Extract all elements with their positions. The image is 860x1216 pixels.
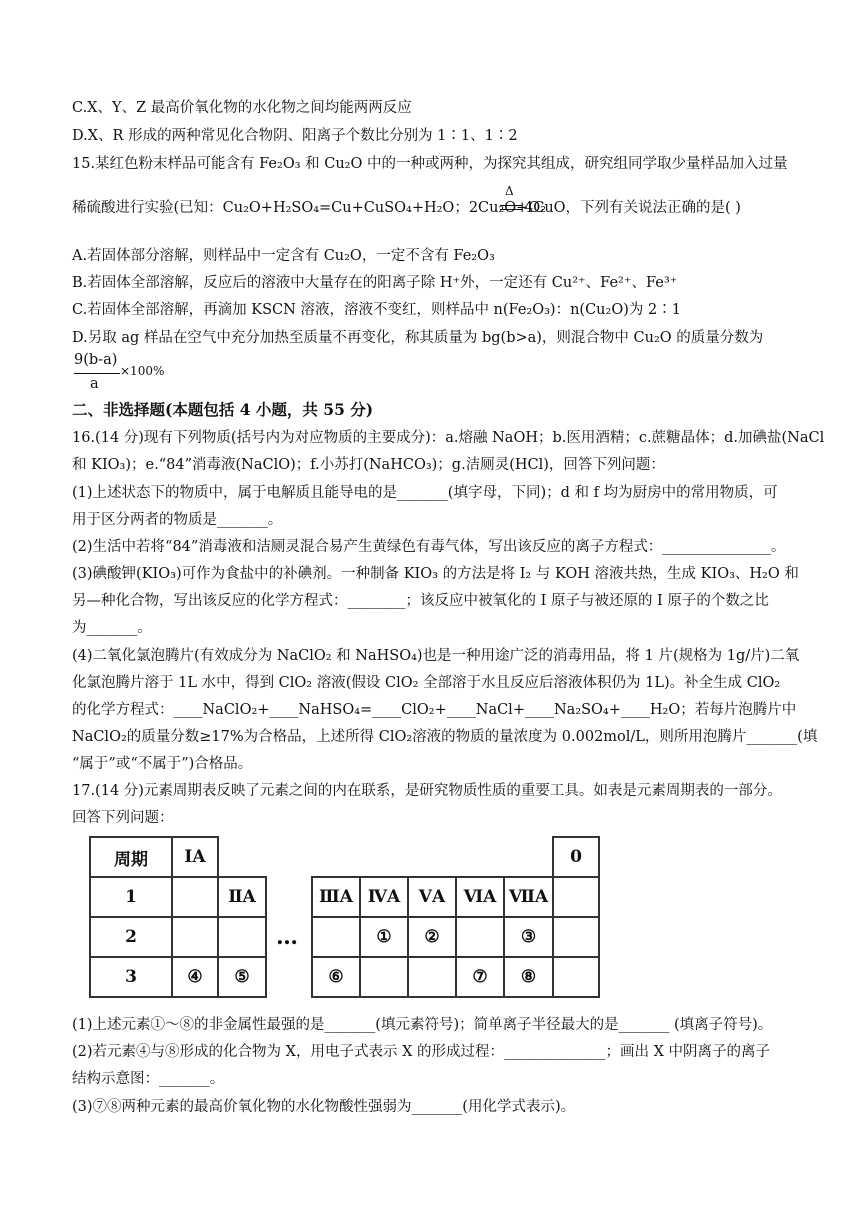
group-13-header: ⅢA bbox=[311, 876, 361, 918]
q16-part4-cont: 化氯泡腾片溶于 1L 水中，得到 ClO₂ 溶液(假设 ClO₂ 全部溶于水且反应后溶液体积仍为 1L)。补全生成 ClO₂ bbox=[72, 675, 781, 691]
q17-part1: (1)上述元素①～⑧的非金属性最强的是_______(填元素符号)；简单离子半径最大的是_______ (填离子符号)。 bbox=[72, 1017, 773, 1033]
question-16-stem-cont: 和 KIO₃)；e.“84”消毒液(NaClO)；f.小苏打(NaHCO₃)；g.洁厕灵(HCl)，回答下列问题： bbox=[72, 457, 665, 473]
section-heading: 二、非选择题(本题包括 4 小题，共 55 分) bbox=[72, 400, 374, 419]
ellipsis-gap: … bbox=[276, 924, 298, 950]
option-b-q15: B.若固体全部溶解，反应后的溶液中大量存在的阳离子除 H⁺外，一定还有 Cu²⁺、Fe²⁺、Fe³⁺ bbox=[72, 275, 678, 291]
cell-p1-g0 bbox=[552, 876, 600, 918]
group-17-header: ⅦA bbox=[503, 876, 554, 918]
fraction-bar bbox=[74, 373, 120, 374]
cell-p1-g1 bbox=[171, 876, 219, 918]
q17-part2-cont: 结构示意图：_______。 bbox=[72, 1071, 225, 1087]
element-3: ③ bbox=[503, 916, 554, 958]
q16-part4: (4)二氧化氯泡腾片(有效成分为 NaClO₂ 和 NaHSO₄)也是一种用途广泛的消毒用品，将 1 片(规格为 1g/片)二氧 bbox=[72, 648, 800, 664]
period-3-label: 3 bbox=[89, 956, 173, 998]
cell-p2-g16 bbox=[455, 916, 505, 958]
element-7: ⑦ bbox=[455, 956, 505, 998]
element-4: ④ bbox=[171, 956, 219, 998]
question-17-stem-cont: 回答下列问题： bbox=[72, 810, 174, 826]
element-6: ⑥ bbox=[311, 956, 361, 998]
option-d-q15: D.另取 ag 样品在空气中充分加热至质量不再变化，称其质量为 bg(b>a)，则混合物中 Cu₂O 的质量分数为 bbox=[72, 330, 764, 346]
question-15-stem: 15.某红色粉末样品可能含有 Fe₂O₃ 和 Cu₂O 中的一种或两种，为探究其组成，研究组同学取少量样品加入过量 bbox=[72, 156, 788, 172]
cell-p3-g14 bbox=[359, 956, 409, 998]
q17-part3: (3)⑦⑧两种元素的最高价氧化物的水化物酸性强弱为_______(用化学式表示)。 bbox=[72, 1099, 576, 1115]
element-1: ① bbox=[359, 916, 409, 958]
question-17-stem: 17.(14 分)元素周期表反映了元素之间的内在联系，是研究物质性质的重要工具。如表是元素周期表的一部分。 bbox=[72, 783, 782, 799]
cell-p3-g15 bbox=[407, 956, 457, 998]
q16-part4-cont2: NaClO₂的质量分数≥17%为合格品，上述所得 ClO₂溶液的物质的量浓度为 0.002mol/L，则所用泡腾片_______(填 bbox=[72, 729, 818, 745]
q17-part2: (2)若元素④与⑧形成的化合物为 X，用电子式表示 X 的形成过程：______________；画出 X 中阴离子的离子 bbox=[72, 1044, 771, 1060]
group-2-header: ⅡA bbox=[217, 876, 267, 918]
option-c-q15: C.若固体全部溶解，再滴加 KSCN 溶液，溶液不变红，则样品中 n(Fe₂O₃)：n(Cu₂O)为 2∶1 bbox=[72, 302, 681, 318]
element-2: ② bbox=[407, 916, 457, 958]
q16-part1: (1)上述状态下的物质中，属于电解质且能导电的是_______(填字母，下同)；d 和 f 均为厨房中的常用物质，可 bbox=[72, 485, 778, 501]
fraction-percent: ×100% bbox=[120, 364, 165, 378]
element-8: ⑧ bbox=[503, 956, 554, 998]
fraction-denominator: a bbox=[90, 376, 99, 392]
q16-part3-cont2: 为_______。 bbox=[72, 620, 152, 636]
option-a-q15: A.若固体部分溶解，则样品中一定含有 Cu₂O，一定不含有 Fe₂O₃ bbox=[72, 248, 495, 264]
element-5: ⑤ bbox=[217, 956, 267, 998]
cell-p2-g2 bbox=[217, 916, 267, 958]
fraction-numerator: 9(b-a) bbox=[74, 352, 118, 368]
q16-part3: (3)碘酸钾(KIO₃)可作为食盐中的补碘剂。一种制备 KIO₃ 的方法是将 I₂ 与 KOH 溶液共热，生成 KIO₃、H₂O 和 bbox=[72, 566, 799, 582]
group-14-header: ⅣA bbox=[359, 876, 409, 918]
period-1-label: 1 bbox=[89, 876, 173, 918]
group-15-header: ⅤA bbox=[407, 876, 457, 918]
question-15-equation-part1: 稀硫酸进行实验(已知：Cu₂O+H₂SO₄=Cu+CuSO₄+H₂O；2Cu₂O+O₂ bbox=[72, 200, 547, 216]
cell-p2-g1 bbox=[171, 916, 219, 958]
group-1-header: ⅠA bbox=[171, 836, 219, 878]
q16-part2: (2)生活中若将“84”消毒液和洁厕灵混合易产生黄绿色有毒气体，写出该反应的离子方程式：_______________。 bbox=[72, 539, 786, 555]
period-2-label: 2 bbox=[89, 916, 173, 958]
cell-p2-g0 bbox=[552, 916, 600, 958]
period-header-cell: 周期 bbox=[89, 836, 173, 878]
q16-part4-cont3: “属于”或“不属于”)合格品。 bbox=[72, 756, 253, 772]
group-0-header: 0 bbox=[552, 836, 600, 878]
cell-p3-g0 bbox=[552, 956, 600, 998]
option-c-q14: C.X、Y、Z 最高价氧化物的水化物之间均能两两反应 bbox=[72, 100, 412, 116]
cell-p2-g13 bbox=[311, 916, 361, 958]
group-16-header: ⅥA bbox=[455, 876, 505, 918]
question-16-stem: 16.(14 分)现有下列物质(括号内为对应物质的主要成分)：a.熔融 NaOH；b.医用酒精；c.蔗糖晶体；d.加碘盐(NaCl bbox=[72, 430, 825, 446]
q16-part4-equation: 的化学方程式：____NaClO₂+____NaHSO₄=____ClO₂+____NaCl+____Na₂SO₄+____H₂O；若每片泡腾片中 bbox=[72, 702, 797, 718]
option-d-q14: D.X、R 形成的两种常见化合物阴、阳离子个数比分别为 1∶1、1∶2 bbox=[72, 128, 518, 144]
q16-part1-cont: 用于区分两者的物质是_______。 bbox=[72, 512, 283, 528]
heating-delta-symbol: Δ bbox=[505, 184, 514, 198]
q16-part3-cont: 另—种化合物，写出该反应的化学方程式：________；该反应中被氧化的 I 原子与被还原的 I 原子的个数之比 bbox=[72, 593, 769, 609]
question-15-equation-part2: 4CuO，下列有关说法正确的是( ) bbox=[524, 200, 741, 216]
